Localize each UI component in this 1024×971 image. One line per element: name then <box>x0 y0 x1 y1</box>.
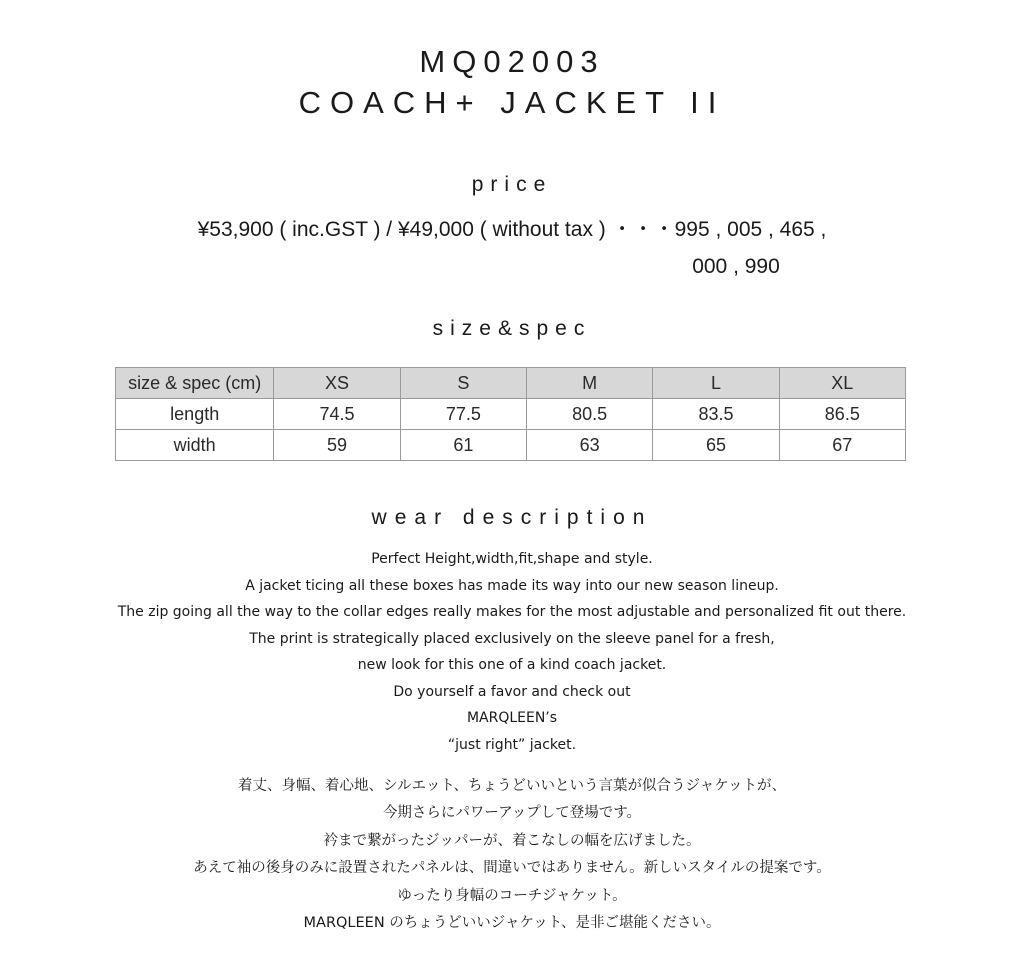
table-row <box>116 430 906 461</box>
description-line: The zip going all the way to the collar edges really makes for the most adjustable and personalized fit out there. <box>117 604 907 620</box>
description-line-ja: 衿まで繋がったジッパーが、着こなしの幅を広げました。 <box>323 832 701 849</box>
description-line: Do yourself a favor and check out <box>393 683 631 700</box>
price-line-2-text: 000 , 990 <box>692 255 780 278</box>
size-spec-heading: size&spec <box>432 317 592 340</box>
row-label-width: width <box>116 430 274 461</box>
description-line: “just right” jacket. <box>447 736 577 753</box>
description-line-ja: MARQLEEN のちょうどいいジャケット、是非ご堪能ください。 <box>303 915 721 932</box>
row-label-length: length <box>116 399 274 430</box>
description-line: MARQLEEN’s <box>466 710 558 726</box>
table-cell: 63 <box>527 430 653 461</box>
column-header-label: size & spec (cm) <box>116 368 274 399</box>
table-cell: 65 <box>653 430 779 461</box>
table-cell: 61 <box>400 430 526 461</box>
description-line: new look for this one of a kind coach jacket. <box>357 657 667 673</box>
table-cell: 67 <box>779 430 905 461</box>
english-description <box>0 546 1024 758</box>
table-cell: 86.5 <box>779 399 905 430</box>
description-line-ja: あえて袖の後身のみに設置されたパネルは、間違いではありません。新しいスタイルの提案です。 <box>193 860 831 877</box>
description-line: The print is strategically placed exclusively on the sleeve panel for a fresh, <box>249 630 775 647</box>
table-cell: 74.5 <box>274 399 400 430</box>
table-cell: 59 <box>274 430 400 461</box>
description-line-ja: 今期さらにパワーアップして登場です。 <box>382 805 642 822</box>
column-header-xs: XS <box>274 368 400 399</box>
column-header-xl: XL <box>779 368 905 399</box>
table-cell: 80.5 <box>527 399 653 430</box>
description-line: Perfect Height,width,fit,shape and style. <box>371 551 653 567</box>
description-line: A jacket ticing all these boxes has made its way into our new season lineup. <box>245 577 779 594</box>
price-heading: price <box>471 173 553 196</box>
table-row <box>116 399 906 430</box>
column-header-m: M <box>527 368 653 399</box>
price-line-2 <box>0 252 1024 282</box>
description-line-ja: ゆったり身幅のコーチジャケット。 <box>397 887 627 904</box>
price-line-1: ¥53,900 ( inc.GST ) / ¥49,000 ( without tax ) ・・・995 , 005 , 465 , <box>197 218 827 241</box>
table-cell: 77.5 <box>400 399 526 430</box>
japanese-description <box>0 773 1024 937</box>
product-name: COACH+ JACKET II <box>298 85 726 120</box>
table-cell: 83.5 <box>653 399 779 430</box>
column-header-l: L <box>653 368 779 399</box>
product-code: MQ02003 <box>419 44 605 79</box>
table-header-row <box>116 368 906 399</box>
column-header-s: S <box>400 368 526 399</box>
size-spec-table <box>115 367 906 461</box>
description-line-ja: 着丈、身幅、着心地、シルエット、ちょうどいいという言葉が似合うジャケットが、 <box>237 778 787 794</box>
wear-description-heading: wear description <box>371 506 653 529</box>
